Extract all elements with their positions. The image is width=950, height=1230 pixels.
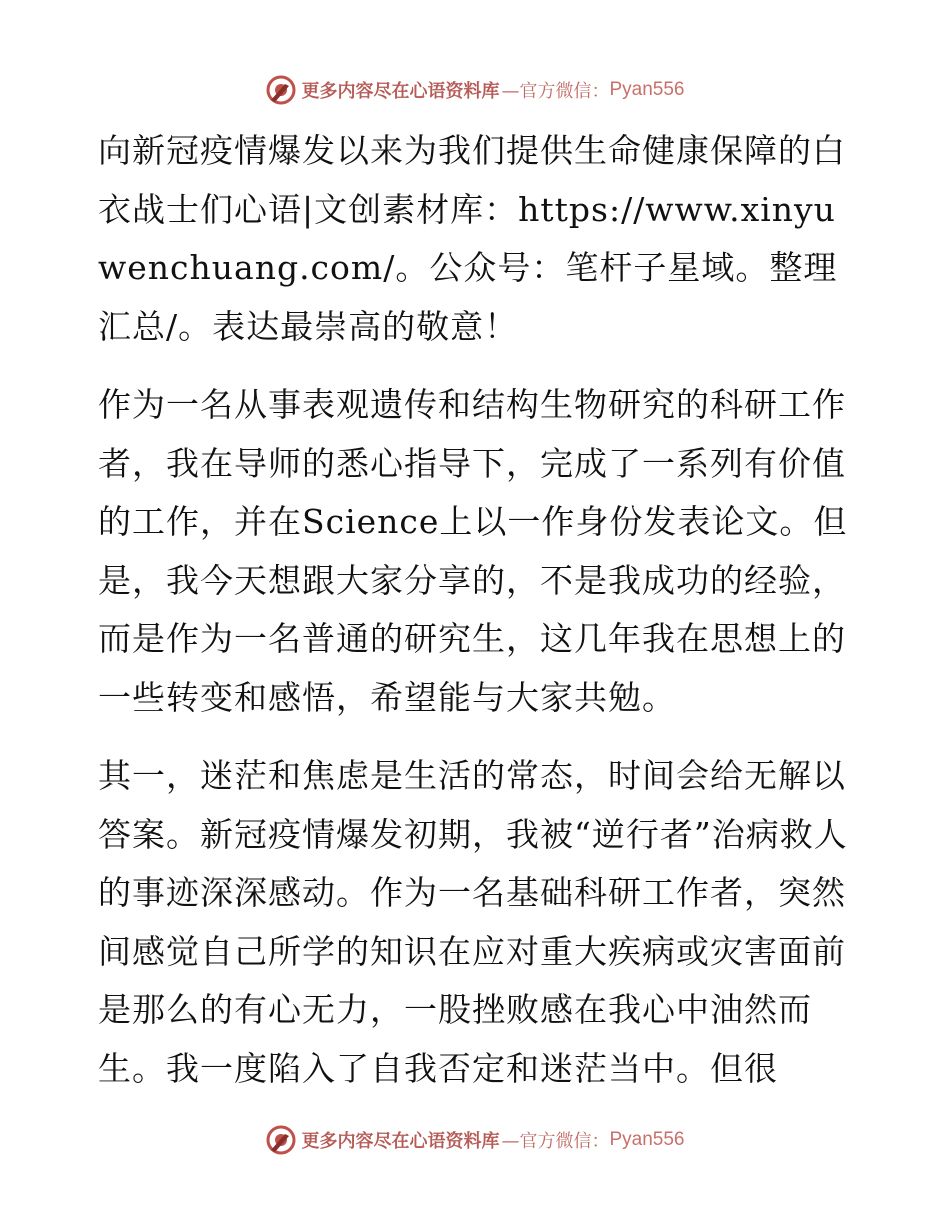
- footer-official-label: —官方微信：: [501, 1131, 610, 1152]
- document-body: [98, 122, 850, 1118]
- brand-logo-icon: [265, 74, 297, 106]
- header-wechat-handle: Pyan556: [609, 79, 685, 100]
- footer-banner: [0, 1122, 950, 1158]
- footer-banner-text: 更多内容尽在心语资料库: [301, 1131, 500, 1152]
- brand-logo-icon: [265, 1124, 297, 1156]
- footer-wechat-handle: Pyan556: [609, 1129, 685, 1150]
- header-banner-text: 更多内容尽在心语资料库: [301, 81, 500, 102]
- paragraph-3: 其一，迷茫和焦虑是生活的常态，时间会给无解以答案。新冠疫情爆发初期，我被“逆行者”治病救人的事迹深深感动。作为一名基础科研工作者，突然间感觉自己所学的知识在应对重大疾病或灾害面前是那么的有心无力，一股挫败感在我心中油然而生。我一度陷入了自我否定和迷茫当中。但很: [98, 756, 848, 1088]
- paragraph-2: 作为一名从事表观遗传和结构生物研究的科研工作者，我在导师的悉心指导下，完成了一系列有价值的工作，并在Science上以一作身份发表论文。但是，我今天想跟大家分享的，不是我成功的经验，而是作为一名普通的研究生，这几年我在思想上的一些转变和感悟，希望能与大家共勉。: [98, 385, 848, 717]
- header-official-label: —官方微信：: [501, 81, 610, 102]
- paragraph-1: 向新冠疫情爆发以来为我们提供生命健康保障的白衣战士们心语|文创素材库：https://www.xinyuwenchuang.com/。公众号：笔杆子星域。整理汇总/。表达最崇高的敬意！: [98, 131, 846, 346]
- header-banner: [0, 72, 950, 108]
